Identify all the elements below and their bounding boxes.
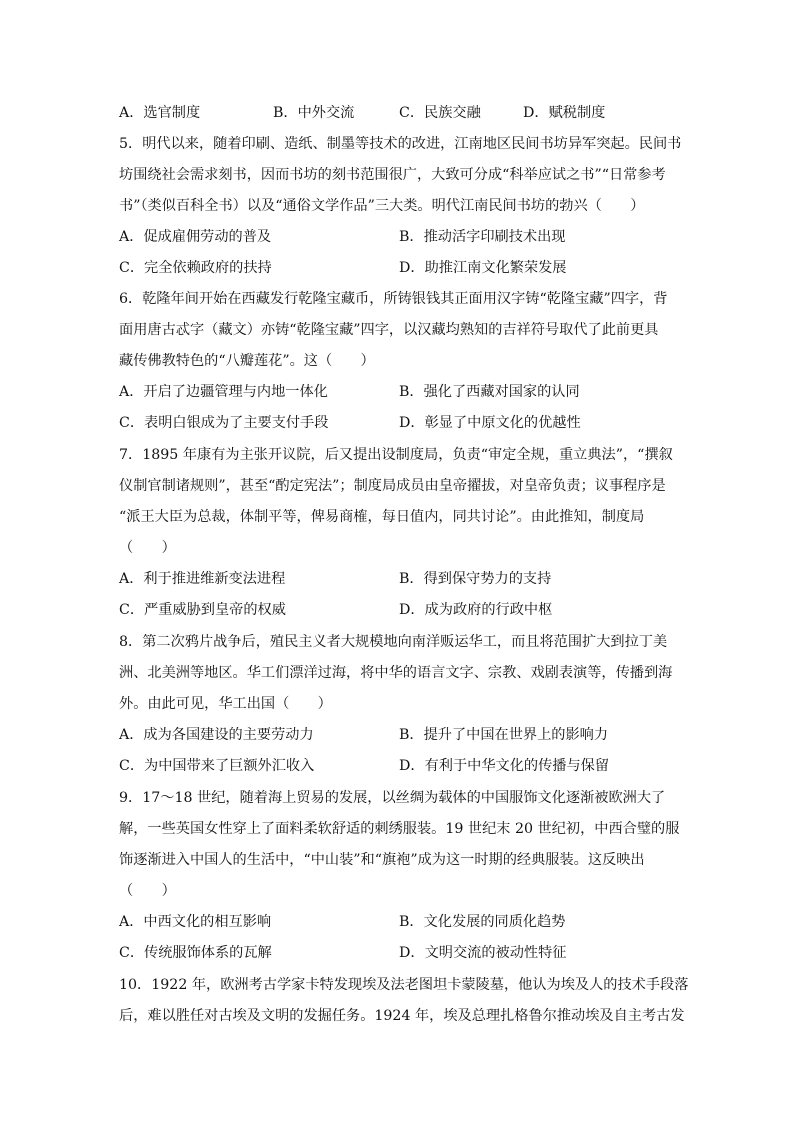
q5-option-a[interactable]: A．促成雇佣劳动的普及 — [119, 229, 272, 245]
q4-option-b[interactable]: B．中外交流 — [273, 105, 355, 121]
q4-option-c[interactable]: C．民族交融 — [399, 105, 481, 121]
q10-stem-line-2: 后，难以胜任对古埃及文明的发掘任务。1924 年，埃及总理扎格鲁尔推动埃及自主考古发 — [119, 1008, 685, 1024]
q6-stem-line-1: 6．乾隆年间开始在西藏发行乾隆宝藏币，所铸银钱其正面用汉字铸“乾隆宝藏”四字，背 — [119, 291, 668, 307]
q8-stem-line-3: 外。由此可见，华工出国（ ） — [119, 696, 332, 712]
q9-stem-line-4: （ ） — [119, 883, 176, 899]
q9-option-a[interactable]: A．中西文化的相互影响 — [119, 914, 272, 930]
q9-stem-line-1: 9．17～18 世纪，随着海上贸易的发展，以丝绸为载体的中国服饰文化逐渐被欧洲大了 — [119, 790, 666, 806]
q7-option-c[interactable]: C．严重威胁到皇帝的权威 — [119, 602, 286, 618]
q5-option-b[interactable]: B．推动活字印刷技术出现 — [399, 229, 566, 245]
q6-stem-line-2: 面用唐古忒字（藏文）亦铸“乾隆宝藏”四字，以汉藏均熟知的吉祥符号取代了此前更具 — [119, 322, 659, 338]
q5-option-c[interactable]: C．完全依赖政府的扶持 — [119, 260, 272, 276]
q9-stem-line-3: 饰逐渐进入中国人的生活中，“中山装”和“旗袍”成为这一时期的经典服装。这反映出 — [119, 852, 645, 868]
q6-option-d[interactable]: D．彰显了中原文化的优越性 — [399, 415, 581, 431]
q8-option-a[interactable]: A．成为各国建设的主要劳动力 — [119, 727, 314, 743]
q7-stem-line-1: 7．1895 年康有为主张开议院，后又提出设制度局，负责“审定全规，重立典法”，“撰叙 — [119, 447, 673, 463]
q5-stem-line-1: 5．明代以来，随着印刷、造纸、制墨等技术的改进，江南地区民间书坊异军突起。民间书 — [119, 136, 682, 152]
q6-option-b[interactable]: B．强化了西藏对国家的认同 — [399, 384, 580, 400]
q5-stem-line-2: 坊围绕社会需求刻书，因而书坊的刻书范围很广，大致可分成“科举应试之书”“日常参考 — [119, 167, 666, 183]
q7-stem-line-2: 仪制官制诸规则”，甚至“酌定宪法”；制度局成员由皇帝擢拔，对皇帝负责；议事程序是 — [119, 478, 666, 494]
q4-option-d[interactable]: D．赋税制度 — [523, 105, 606, 121]
q9-stem-line-2: 解，一些英国女性穿上了面料柔软舒适的刺绣服装。19 世纪末 20 世纪初，中西合璧的服 — [119, 821, 680, 837]
q8-option-d[interactable]: D．有利于中华文化的传播与保留 — [399, 758, 610, 774]
q7-option-b[interactable]: B．得到保守势力的支持 — [399, 571, 552, 587]
q7-stem-line-4: （ ） — [119, 540, 176, 556]
q8-option-b[interactable]: B．提升了中国在世界上的影响力 — [399, 727, 609, 743]
q7-option-d[interactable]: D．成为政府的行政中枢 — [399, 602, 553, 618]
q7-stem-line-3: “派王大臣为总裁，体制平等，俾易商榷，每日值内，同共讨论”。由此推知，制度局 — [119, 509, 645, 525]
q4-option-a[interactable]: A．选官制度 — [119, 105, 201, 121]
q8-stem-line-1: 8．第二次鸦片战争后，殖民主义者大规模地向南洋贩运华工，而且将范围扩大到拉丁美 — [119, 634, 668, 650]
q9-option-b[interactable]: B．文化发展的同质化趋势 — [399, 914, 566, 930]
q9-option-c[interactable]: C．传统服饰体系的瓦解 — [119, 945, 272, 961]
q8-stem-line-2: 洲、北美洲等地区。华工们漂洋过海，将中华的语言文字、宗教、戏剧表演等，传播到海 — [119, 665, 673, 681]
q9-option-d[interactable]: D．文明交流的被动性特征 — [399, 945, 567, 961]
q8-option-c[interactable]: C．为中国带来了巨额外汇收入 — [119, 758, 315, 774]
q6-stem-line-3: 藏传佛教特色的“八瓣莲花”。这（ ） — [119, 353, 375, 369]
q6-option-a[interactable]: A．开启了边疆管理与内地一体化 — [119, 384, 328, 400]
q5-option-d[interactable]: D．助推江南文化繁荣发展 — [399, 260, 567, 276]
q10-stem-line-1: 10．1922 年，欧洲考古学家卡特发现埃及法老图坦卡蒙陵墓，他认为埃及人的技术手段落 — [119, 977, 689, 993]
q7-option-a[interactable]: A．利于推进维新变法进程 — [119, 571, 286, 587]
q6-option-c[interactable]: C．表明白银成为了主要支付手段 — [119, 415, 329, 431]
q5-stem-line-3: 书”（类似百科全书）以及“通俗文学作品”三大类。明代江南民间书坊的勃兴（ ） — [119, 198, 645, 214]
